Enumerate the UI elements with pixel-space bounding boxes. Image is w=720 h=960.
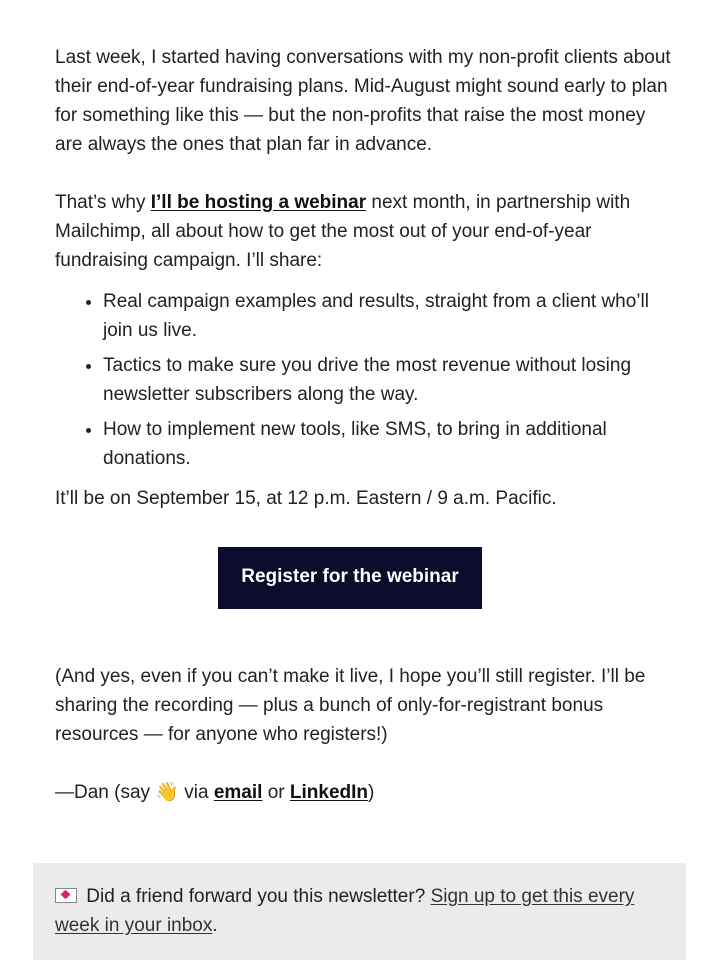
signoff-close: ) bbox=[368, 782, 375, 803]
share-list bbox=[55, 287, 675, 473]
love-letter-icon bbox=[55, 888, 77, 903]
email-link[interactable]: email bbox=[213, 782, 263, 803]
forward-question: Did a friend forward you this newsletter? bbox=[81, 886, 431, 907]
linkedin-link[interactable]: LinkedIn bbox=[289, 782, 369, 803]
list-item: • Tactics to make sure you drive the most revenue without losing newsletter subscribers along the way. bbox=[103, 351, 675, 409]
webinar-paragraph bbox=[55, 188, 675, 275]
signoff-via: via bbox=[178, 782, 214, 803]
register-button[interactable]: Register for the webinar bbox=[218, 547, 482, 609]
signoff-prefix: —Dan (say bbox=[55, 782, 156, 803]
forward-callout-text bbox=[55, 882, 665, 940]
signoff-or: or bbox=[262, 782, 290, 803]
webinar-text-before: That’s why bbox=[55, 192, 151, 213]
webinar-link[interactable]: I’ll be hosting a webinar bbox=[150, 192, 367, 213]
list-item: • How to implement new tools, like SMS, to bring in additional donations. bbox=[103, 415, 675, 473]
signoff bbox=[55, 778, 675, 807]
cta-container bbox=[55, 547, 675, 609]
date-line: It’ll be on September 15, at 12 p.m. Eastern / 9 a.m. Pacific. bbox=[55, 488, 557, 509]
signup-link[interactable]: Sign up to get this every week in your inbox bbox=[55, 886, 635, 936]
waving-hand-icon: 👋 bbox=[155, 782, 179, 803]
forward-callout bbox=[33, 863, 686, 960]
recording-paragraph: (And yes, even if you can’t make it live, I hope you’ll still register. I’ll be sharing the recording — plus a bunch of only-for-registrant bonus resources — for anyone who registers!) bbox=[55, 666, 646, 745]
intro-paragraph: Last week, I started having conversations with my non-profit clients about their end-of-year fundraising plans. Mid-August might sound early to plan for something like this — but the non-profits that raise the most money are always the ones that plan far in advance. bbox=[55, 47, 671, 155]
webinar-text-after: next month, in partnership with Mailchimp, all about how to get the most out of your end-of-year fundraising campaign. I’ll share: bbox=[55, 192, 631, 271]
newsletter-body bbox=[55, 43, 675, 807]
list-item: • Real campaign examples and results, straight from a client who’ll join us live. bbox=[103, 287, 675, 345]
forward-end: . bbox=[212, 915, 218, 936]
